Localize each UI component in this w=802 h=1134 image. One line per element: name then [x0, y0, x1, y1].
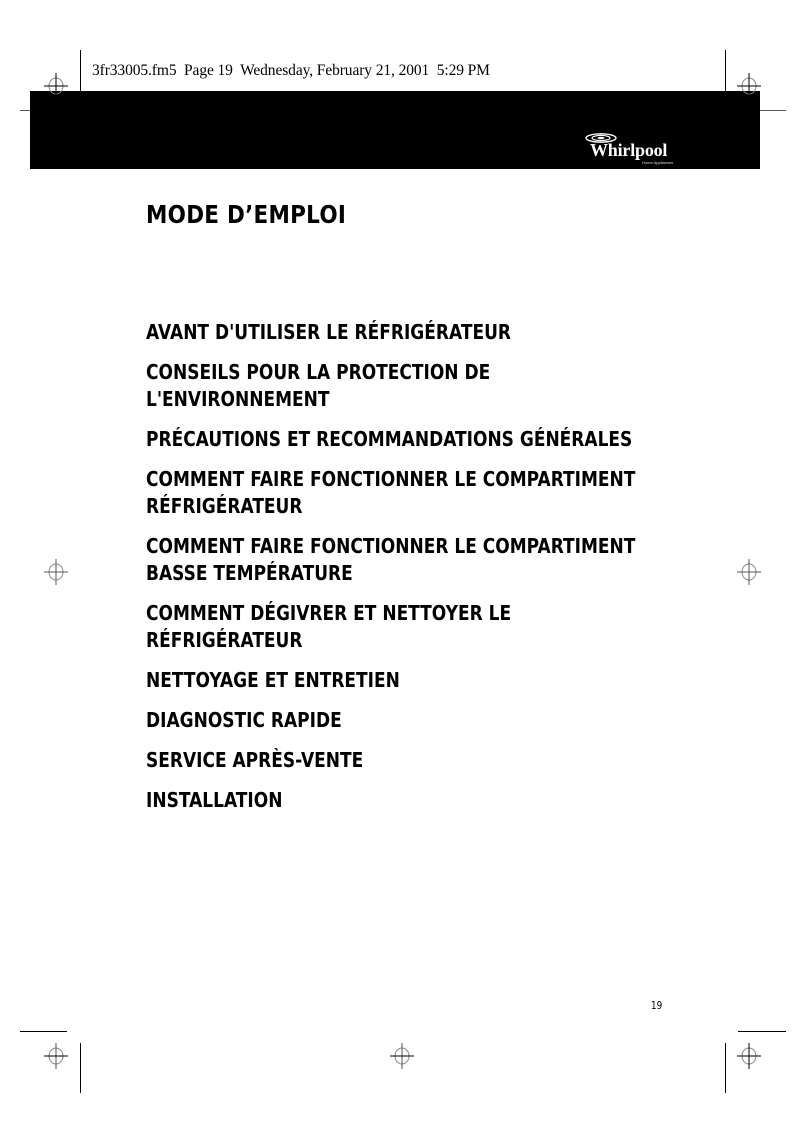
- toc-item: COMMENT FAIRE FONCTIONNER LE COMPARTIMENT RÉFRIGÉRATEUR: [146, 467, 636, 518]
- crop-mark-bottom-right-vertical: [725, 1043, 726, 1093]
- toc-item: CONSEILS POUR LA PROTECTION DE L'ENVIRONNEMENT: [146, 360, 491, 411]
- registration-mark-icon: [737, 73, 761, 99]
- toc-item: AVANT D'UTILISER LE RÉFRIGÉRATEUR: [146, 320, 511, 344]
- registration-mark-icon: [44, 559, 68, 585]
- toc-item: NETTOYAGE ET ENTRETIEN: [146, 668, 400, 692]
- crop-mark-bottom-right-horizontal: [738, 1031, 786, 1032]
- toc-item: DIAGNOSTIC RAPIDE: [146, 708, 342, 732]
- crop-mark-top-right-horizontal: [760, 110, 786, 111]
- toc-item: COMMENT FAIRE FONCTIONNER LE COMPARTIMENT BASSE TEMPÉRATURE: [146, 534, 636, 585]
- registration-mark-icon: [737, 1043, 761, 1069]
- toc-item: SERVICE APRÈS-VENTE: [146, 748, 364, 772]
- crop-mark-bottom-left-vertical: [80, 1043, 81, 1093]
- table-of-contents: [146, 319, 786, 827]
- crop-mark-top-right-vertical: [725, 50, 726, 91]
- toc-item: PRÉCAUTIONS ET RECOMMANDATIONS GÉNÉRALES: [146, 427, 633, 451]
- registration-mark-icon: [44, 1043, 68, 1069]
- page-number: 19: [651, 999, 663, 1012]
- crop-mark-bottom-left-horizontal: [20, 1031, 67, 1032]
- toc-item: INSTALLATION: [146, 788, 283, 812]
- page-title: MODE D’EMPLOI: [146, 200, 347, 229]
- brand-name: Whirlpool: [590, 140, 668, 160]
- brand-tagline: Home Appliances: [642, 160, 674, 165]
- crop-mark-top-left-vertical: [80, 50, 81, 91]
- crop-mark-top-left-horizontal: [20, 110, 30, 111]
- registration-mark-icon: [737, 559, 761, 585]
- whirlpool-logo: [580, 133, 680, 167]
- registration-mark-icon: [390, 1043, 414, 1069]
- toc-item: COMMENT DÉGIVRER ET NETTOYER LE RÉFRIGÉRATEUR: [146, 601, 512, 652]
- registration-mark-icon: [44, 73, 68, 99]
- document-slug-line: 3fr33005.fm5 Page 19 Wednesday, February 21, 2001 5:29 PM: [92, 62, 490, 79]
